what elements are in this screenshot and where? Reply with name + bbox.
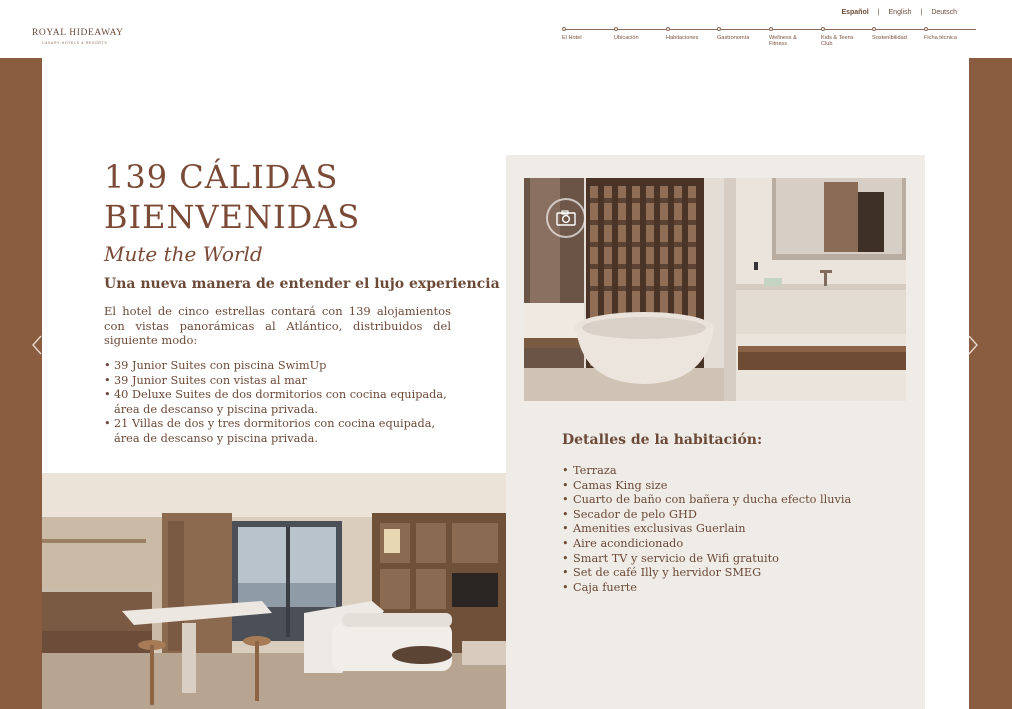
nav-dot (717, 27, 721, 31)
list-item: • Caja fuerte (562, 581, 902, 596)
nav-item-gastronomia[interactable] (717, 27, 767, 41)
nav-item-wellness[interactable] (769, 27, 809, 48)
list-item: • 21 Villas de dos y tres dormitorios con cocina equipada, área de descanso y piscina privada. (104, 417, 454, 446)
nav-item-ficha-tecnica[interactable] (924, 27, 974, 41)
list-item: • Amenities exclusivas Guerlain (562, 522, 902, 537)
chevron-left-icon[interactable] (30, 334, 44, 356)
details-list (562, 464, 902, 595)
nav-dot (562, 27, 566, 31)
nav-item-el-hotel[interactable] (562, 27, 612, 41)
page-title-line2: BIENVENIDAS (104, 198, 361, 236)
chevron-right-icon[interactable] (966, 334, 980, 356)
lang-separator: | (877, 9, 880, 16)
logo-tagline: LUXURY HOTELS & RESORTS (42, 41, 108, 45)
lang-en[interactable]: English (888, 9, 912, 16)
nav-label: Ubicación (614, 35, 639, 41)
nav-label: Habitaciones (666, 35, 699, 41)
page-title-line1: 139 CÁLIDAS (104, 158, 339, 196)
nav-item-kids-teens[interactable] (821, 27, 863, 48)
language-switcher (832, 9, 966, 16)
nav-label: Wellness & Fitness (769, 35, 797, 48)
nav-label: Gastronomía (717, 35, 750, 41)
nav-dot (769, 27, 773, 31)
list-item: • Terraza (562, 464, 902, 479)
nav-label: El Hotel (562, 35, 582, 41)
nav-label: Ficha técnica (924, 35, 957, 41)
nav-item-habitaciones[interactable] (666, 27, 716, 41)
list-item: • Secador de pelo GHD (562, 508, 902, 523)
living-room-photo-illustration (42, 473, 506, 709)
living-room-photo[interactable] (42, 473, 506, 709)
camera-icon (556, 210, 576, 226)
list-item: • 40 Deluxe Suites de dos dormitorios con cocina equipada, área de descanso y piscina privada. (104, 388, 454, 417)
accommodations-list (104, 359, 454, 447)
gallery-button[interactable] (546, 198, 586, 238)
nav-dot (924, 27, 928, 31)
nav-dot (872, 27, 876, 31)
list-item: • Smart TV y servicio de Wifi gratuito (562, 552, 902, 567)
list-item: • Camas King size (562, 479, 902, 494)
lang-de[interactable]: Deutsch (931, 9, 957, 16)
lead-text: Una nueva manera de entender el lujo experiencia (104, 276, 500, 292)
list-item: • 39 Junior Suites con piscina SwimUp (104, 359, 454, 374)
lang-separator: | (920, 9, 923, 16)
intro-paragraph: El hotel de cinco estrellas contará con 139 alojamientos con vistas panorámicas al Atlántico, distribuidos del siguiente modo: (104, 304, 451, 348)
page-subtitle: Mute the World (104, 242, 263, 266)
list-item: • Aire acondicionado (562, 537, 902, 552)
page-title (104, 157, 360, 237)
site-header (0, 0, 1012, 58)
list-item: • Set de café Illy y hervidor SMEG (562, 566, 902, 581)
list-item: • Cuarto de baño con bañera y ducha efecto lluvia (562, 493, 902, 508)
nav-item-sostenibilidad[interactable] (872, 27, 922, 41)
logo-brand: ROYAL HIDEAWAY (32, 28, 124, 38)
nav-label: Sostenibilidad (872, 35, 907, 41)
nav-dot (666, 27, 670, 31)
details-title: Detalles de la habitación: (562, 432, 763, 448)
nav-dot (821, 27, 825, 31)
main-nav (562, 27, 982, 55)
nav-dot (614, 27, 618, 31)
nav-item-ubicacion[interactable] (614, 27, 664, 41)
nav-label: Kids & Teens Club (821, 35, 854, 48)
lang-es[interactable]: Español (841, 9, 869, 16)
list-item: • 39 Junior Suites con vistas al mar (104, 374, 454, 389)
logo[interactable] (32, 28, 124, 45)
